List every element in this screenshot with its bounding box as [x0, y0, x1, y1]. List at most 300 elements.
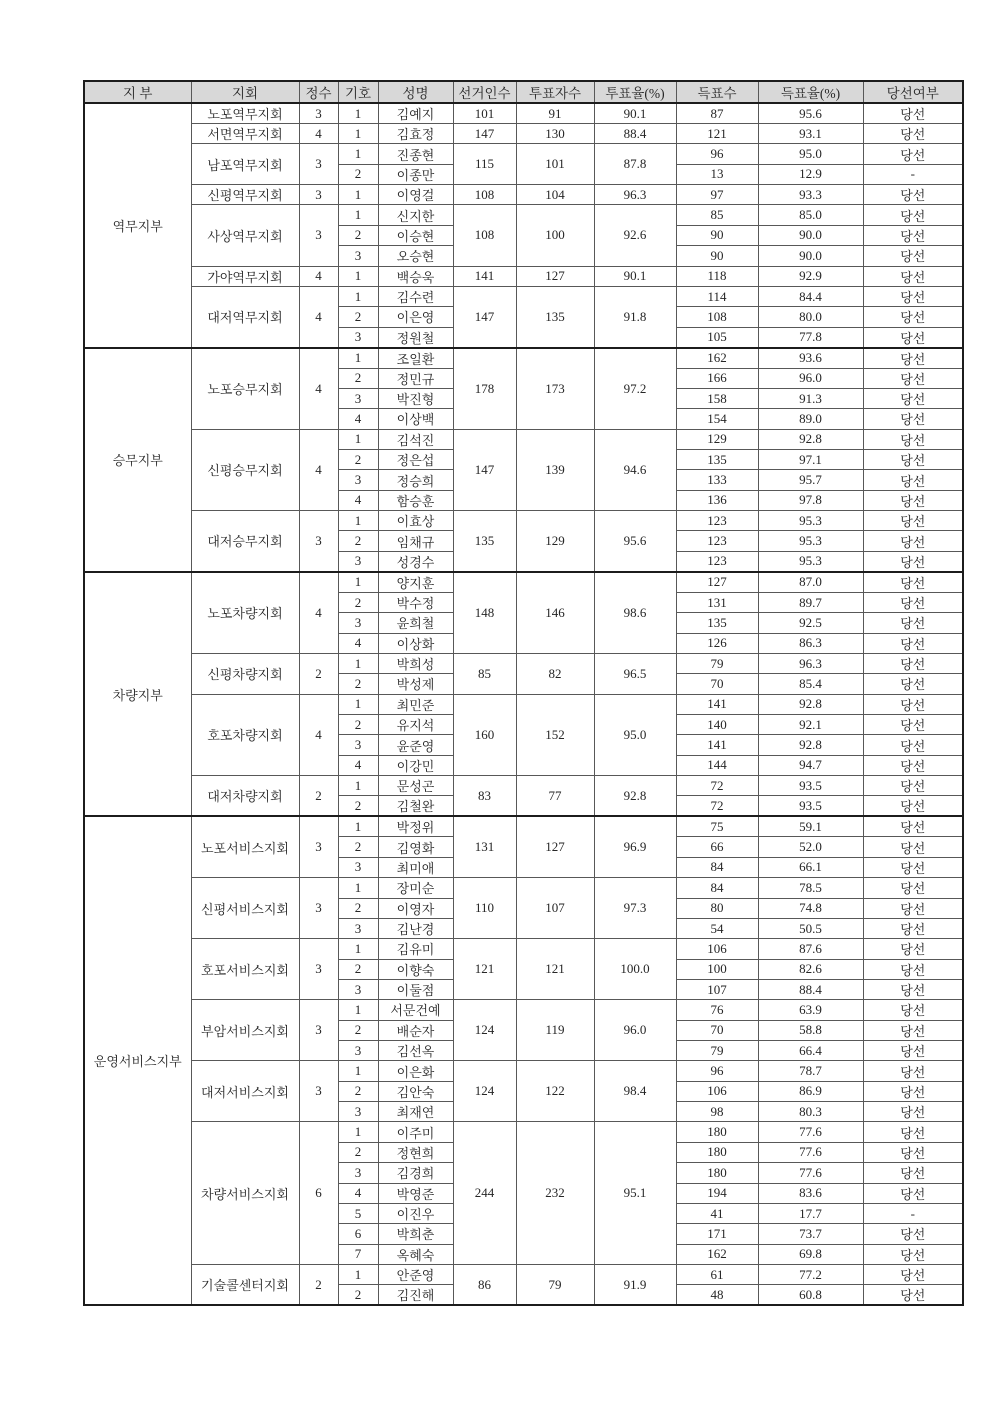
cell-voters: 129 [516, 511, 594, 572]
cell-electors: 124 [453, 1061, 516, 1122]
cell-elected: 당선 [863, 388, 963, 408]
cell-elected: 당선 [863, 1224, 963, 1244]
cell-elected: 당선 [863, 185, 963, 205]
cell-votes: 72 [676, 796, 758, 817]
cell-number: 4 [338, 755, 378, 775]
cell-chapter: 서면역무지회 [191, 124, 299, 144]
cell-turnout: 98.6 [594, 572, 676, 654]
table-row [84, 776, 963, 796]
cell-name: 박진형 [378, 388, 453, 408]
cell-quota: 2 [299, 1264, 338, 1305]
table-row [84, 939, 963, 959]
cell-number: 1 [338, 205, 378, 225]
cell-name: 배순자 [378, 1020, 453, 1040]
cell-voters: 127 [516, 266, 594, 286]
cell-vote-rate: 87.6 [758, 939, 863, 959]
cell-vote-rate: 86.3 [758, 633, 863, 653]
cell-vote-rate: 85.4 [758, 674, 863, 694]
cell-name: 박영준 [378, 1183, 453, 1203]
cell-vote-rate: 96.3 [758, 653, 863, 673]
cell-elected: 당선 [863, 1000, 963, 1020]
cell-number: 3 [338, 470, 378, 490]
cell-number: 3 [338, 918, 378, 938]
cell-votes: 41 [676, 1203, 758, 1223]
cell-number: 3 [338, 388, 378, 408]
cell-electors: 131 [453, 816, 516, 877]
cell-vote-rate: 92.1 [758, 714, 863, 734]
cell-turnout: 98.4 [594, 1061, 676, 1122]
cell-vote-rate: 88.4 [758, 979, 863, 999]
cell-name: 김경희 [378, 1163, 453, 1183]
cell-turnout: 88.4 [594, 124, 676, 144]
cell-turnout: 91.9 [594, 1264, 676, 1305]
cell-branch: 역무지부 [84, 103, 191, 348]
cell-quota: 3 [299, 511, 338, 572]
cell-elected: 당선 [863, 531, 963, 551]
cell-name: 안준영 [378, 1264, 453, 1284]
cell-quota: 6 [299, 1122, 338, 1265]
cell-vote-rate: 90.0 [758, 225, 863, 245]
cell-name: 유지석 [378, 714, 453, 734]
cell-vote-rate: 74.8 [758, 898, 863, 918]
cell-vote-rate: 95.3 [758, 551, 863, 572]
cell-number: 2 [338, 837, 378, 857]
cell-vote-rate: 82.6 [758, 959, 863, 979]
cell-elected: 당선 [863, 878, 963, 898]
cell-votes: 85 [676, 205, 758, 225]
cell-number: 1 [338, 939, 378, 959]
cell-voters: 77 [516, 776, 594, 817]
cell-name: 이강민 [378, 755, 453, 775]
cell-vote-rate: 93.5 [758, 796, 863, 817]
cell-chapter: 남포역무지회 [191, 144, 299, 185]
cell-votes: 98 [676, 1102, 758, 1122]
cell-vote-rate: 92.5 [758, 613, 863, 633]
cell-voters: 119 [516, 1000, 594, 1061]
column-header-quota: 정수 [299, 81, 338, 103]
cell-elected: 당선 [863, 613, 963, 633]
cell-name: 문성곤 [378, 776, 453, 796]
cell-chapter: 노포서비스지회 [191, 816, 299, 877]
cell-elected: 당선 [863, 348, 963, 369]
cell-number: 1 [338, 816, 378, 837]
cell-electors: 124 [453, 1000, 516, 1061]
cell-number: 2 [338, 368, 378, 388]
cell-votes: 123 [676, 551, 758, 572]
cell-electors: 160 [453, 694, 516, 775]
table-row [84, 816, 963, 837]
cell-vote-rate: 77.6 [758, 1163, 863, 1183]
cell-votes: 84 [676, 857, 758, 877]
cell-number: 3 [338, 327, 378, 348]
cell-vote-rate: 93.5 [758, 776, 863, 796]
cell-votes: 97 [676, 185, 758, 205]
cell-elected: 당선 [863, 837, 963, 857]
cell-elected: 당선 [863, 735, 963, 755]
column-header-electors: 선거인수 [453, 81, 516, 103]
cell-chapter: 신평서비스지회 [191, 878, 299, 939]
cell-votes: 180 [676, 1142, 758, 1162]
cell-votes: 114 [676, 286, 758, 306]
cell-number: 1 [338, 511, 378, 531]
cell-name: 김예지 [378, 103, 453, 124]
table-row [84, 286, 963, 306]
cell-elected: 당선 [863, 755, 963, 775]
cell-number: 1 [338, 266, 378, 286]
cell-chapter: 노포차량지회 [191, 572, 299, 654]
cell-name: 최재연 [378, 1102, 453, 1122]
cell-turnout: 100.0 [594, 939, 676, 1000]
cell-votes: 70 [676, 674, 758, 694]
cell-chapter: 호포차량지회 [191, 694, 299, 775]
cell-vote-rate: 89.0 [758, 409, 863, 429]
cell-elected: 당선 [863, 1041, 963, 1061]
cell-votes: 90 [676, 246, 758, 266]
cell-quota: 4 [299, 429, 338, 510]
cell-number: 2 [338, 714, 378, 734]
cell-name: 양지훈 [378, 572, 453, 593]
cell-branch: 승무지부 [84, 348, 191, 572]
cell-number: 4 [338, 409, 378, 429]
cell-voters: 101 [516, 144, 594, 185]
cell-voters: 104 [516, 185, 594, 205]
cell-number: 3 [338, 1163, 378, 1183]
table-row [84, 429, 963, 449]
cell-number: 2 [338, 225, 378, 245]
cell-number: 4 [338, 1183, 378, 1203]
cell-elected: 당선 [863, 124, 963, 144]
cell-vote-rate: 91.3 [758, 388, 863, 408]
cell-elected: 당선 [863, 409, 963, 429]
cell-vote-rate: 92.8 [758, 735, 863, 755]
cell-voters: 82 [516, 653, 594, 694]
table-row [84, 185, 963, 205]
cell-elected: 당선 [863, 266, 963, 286]
table-header [84, 81, 963, 103]
cell-vote-rate: 94.7 [758, 755, 863, 775]
cell-votes: 144 [676, 755, 758, 775]
cell-votes: 79 [676, 653, 758, 673]
cell-name: 이은영 [378, 307, 453, 327]
cell-voters: 152 [516, 694, 594, 775]
cell-name: 서문건예 [378, 1000, 453, 1020]
cell-number: 1 [338, 348, 378, 369]
cell-name: 김수련 [378, 286, 453, 306]
cell-name: 윤희철 [378, 613, 453, 633]
cell-number: 2 [338, 898, 378, 918]
cell-vote-rate: 77.6 [758, 1122, 863, 1142]
cell-votes: 107 [676, 979, 758, 999]
cell-vote-rate: 95.6 [758, 103, 863, 124]
cell-number: 3 [338, 551, 378, 572]
cell-votes: 70 [676, 1020, 758, 1040]
cell-votes: 141 [676, 735, 758, 755]
cell-name: 정승희 [378, 470, 453, 490]
cell-name: 이효상 [378, 511, 453, 531]
cell-quota: 3 [299, 1000, 338, 1061]
cell-vote-rate: 17.7 [758, 1203, 863, 1223]
cell-number: 1 [338, 1122, 378, 1142]
cell-number: 1 [338, 429, 378, 449]
cell-votes: 100 [676, 959, 758, 979]
cell-quota: 2 [299, 776, 338, 817]
cell-vote-rate: 92.8 [758, 694, 863, 714]
cell-number: 2 [338, 796, 378, 817]
cell-elected: 당선 [863, 490, 963, 510]
cell-name: 최민준 [378, 694, 453, 714]
cell-vote-rate: 92.8 [758, 429, 863, 449]
cell-name: 백승욱 [378, 266, 453, 286]
cell-name: 김안숙 [378, 1081, 453, 1101]
cell-votes: 108 [676, 307, 758, 327]
cell-turnout: 95.6 [594, 511, 676, 572]
cell-elected: 당선 [863, 205, 963, 225]
cell-number: 1 [338, 572, 378, 593]
cell-vote-rate: 83.6 [758, 1183, 863, 1203]
cell-branch: 차량지부 [84, 572, 191, 817]
cell-elected: - [863, 164, 963, 184]
cell-vote-rate: 58.8 [758, 1020, 863, 1040]
column-header-turnout: 투표율(%) [594, 81, 676, 103]
cell-number: 1 [338, 694, 378, 714]
cell-electors: 244 [453, 1122, 516, 1265]
cell-voters: 100 [516, 205, 594, 266]
cell-electors: 83 [453, 776, 516, 817]
table-row [84, 144, 963, 164]
cell-votes: 90 [676, 225, 758, 245]
cell-voters: 121 [516, 939, 594, 1000]
column-header-branch: 지 부 [84, 81, 191, 103]
cell-elected: - [863, 1203, 963, 1223]
cell-number: 1 [338, 1000, 378, 1020]
cell-elected: 당선 [863, 776, 963, 796]
cell-number: 1 [338, 653, 378, 673]
column-header-vote-rate: 득표율(%) [758, 81, 863, 103]
cell-electors: 147 [453, 429, 516, 510]
cell-number: 2 [338, 164, 378, 184]
cell-elected: 당선 [863, 796, 963, 817]
cell-vote-rate: 77.2 [758, 1264, 863, 1284]
cell-electors: 86 [453, 1264, 516, 1305]
cell-turnout: 95.0 [594, 694, 676, 775]
cell-number: 3 [338, 979, 378, 999]
table-row [84, 103, 963, 124]
cell-number: 3 [338, 857, 378, 877]
cell-elected: 당선 [863, 144, 963, 164]
cell-voters: 91 [516, 103, 594, 124]
cell-voters: 130 [516, 124, 594, 144]
cell-name: 이진우 [378, 1203, 453, 1223]
cell-elected: 당선 [863, 592, 963, 612]
cell-electors: 101 [453, 103, 516, 124]
cell-quota: 4 [299, 266, 338, 286]
cell-votes: 133 [676, 470, 758, 490]
cell-vote-rate: 80.0 [758, 307, 863, 327]
cell-turnout: 97.2 [594, 348, 676, 430]
cell-quota: 3 [299, 205, 338, 266]
cell-votes: 13 [676, 164, 758, 184]
cell-turnout: 97.3 [594, 878, 676, 939]
table-row [84, 878, 963, 898]
cell-elected: 당선 [863, 103, 963, 124]
cell-name: 임채규 [378, 531, 453, 551]
cell-number: 1 [338, 1061, 378, 1081]
cell-name: 진종현 [378, 144, 453, 164]
cell-elected: 당선 [863, 653, 963, 673]
cell-voters: 173 [516, 348, 594, 430]
cell-quota: 4 [299, 286, 338, 347]
cell-name: 정민규 [378, 368, 453, 388]
cell-votes: 54 [676, 918, 758, 938]
cell-number: 1 [338, 103, 378, 124]
cell-elected: 당선 [863, 1142, 963, 1162]
cell-name: 조일환 [378, 348, 453, 369]
cell-elected: 당선 [863, 1081, 963, 1101]
cell-vote-rate: 96.0 [758, 368, 863, 388]
cell-chapter: 대저역무지회 [191, 286, 299, 347]
cell-number: 1 [338, 144, 378, 164]
cell-name: 이주미 [378, 1122, 453, 1142]
cell-number: 1 [338, 124, 378, 144]
cell-number: 2 [338, 450, 378, 470]
cell-elected: 당선 [863, 918, 963, 938]
cell-turnout: 92.6 [594, 205, 676, 266]
cell-name: 이은화 [378, 1061, 453, 1081]
cell-name: 이영걸 [378, 185, 453, 205]
cell-turnout: 95.1 [594, 1122, 676, 1265]
cell-number: 3 [338, 1102, 378, 1122]
cell-voters: 139 [516, 429, 594, 510]
cell-votes: 180 [676, 1163, 758, 1183]
cell-elected: 당선 [863, 1061, 963, 1081]
cell-votes: 80 [676, 898, 758, 918]
cell-turnout: 96.0 [594, 1000, 676, 1061]
cell-votes: 79 [676, 1041, 758, 1061]
cell-turnout: 87.8 [594, 144, 676, 185]
cell-vote-rate: 73.7 [758, 1224, 863, 1244]
cell-vote-rate: 63.9 [758, 1000, 863, 1020]
cell-votes: 87 [676, 103, 758, 124]
cell-vote-rate: 85.0 [758, 205, 863, 225]
cell-votes: 166 [676, 368, 758, 388]
cell-votes: 194 [676, 1183, 758, 1203]
cell-elected: 당선 [863, 450, 963, 470]
cell-name: 정원철 [378, 327, 453, 348]
cell-name: 이향숙 [378, 959, 453, 979]
cell-votes: 72 [676, 776, 758, 796]
table-row [84, 694, 963, 714]
cell-name: 김영화 [378, 837, 453, 857]
cell-number: 4 [338, 633, 378, 653]
cell-elected: 당선 [863, 470, 963, 490]
cell-number: 1 [338, 286, 378, 306]
cell-electors: 115 [453, 144, 516, 185]
cell-votes: 129 [676, 429, 758, 449]
cell-elected: 당선 [863, 286, 963, 306]
cell-votes: 84 [676, 878, 758, 898]
cell-number: 2 [338, 307, 378, 327]
table-row [84, 266, 963, 286]
cell-name: 성경수 [378, 551, 453, 572]
table-row [84, 511, 963, 531]
cell-elected: 당선 [863, 959, 963, 979]
cell-elected: 당선 [863, 857, 963, 877]
cell-name: 김효정 [378, 124, 453, 144]
cell-votes: 158 [676, 388, 758, 408]
cell-voters: 232 [516, 1122, 594, 1265]
cell-votes: 118 [676, 266, 758, 286]
cell-chapter: 호포서비스지회 [191, 939, 299, 1000]
cell-vote-rate: 90.0 [758, 246, 863, 266]
cell-name: 함승훈 [378, 490, 453, 510]
cell-votes: 154 [676, 409, 758, 429]
cell-name: 장미순 [378, 878, 453, 898]
cell-elected: 당선 [863, 551, 963, 572]
cell-votes: 123 [676, 531, 758, 551]
cell-votes: 48 [676, 1285, 758, 1306]
cell-votes: 106 [676, 939, 758, 959]
cell-votes: 135 [676, 450, 758, 470]
cell-name: 이상화 [378, 633, 453, 653]
cell-name: 박희춘 [378, 1224, 453, 1244]
cell-quota: 3 [299, 939, 338, 1000]
cell-name: 김진해 [378, 1285, 453, 1306]
cell-quota: 3 [299, 816, 338, 877]
cell-number: 2 [338, 1020, 378, 1040]
cell-quota: 3 [299, 1061, 338, 1122]
cell-name: 신지한 [378, 205, 453, 225]
cell-quota: 4 [299, 124, 338, 144]
cell-chapter: 노포역무지회 [191, 103, 299, 124]
cell-votes: 131 [676, 592, 758, 612]
cell-vote-rate: 78.5 [758, 878, 863, 898]
election-results-table [83, 80, 964, 1306]
cell-votes: 162 [676, 1244, 758, 1264]
cell-name: 김철완 [378, 796, 453, 817]
cell-electors: 108 [453, 185, 516, 205]
cell-electors: 85 [453, 653, 516, 694]
column-header-chapter: 지회 [191, 81, 299, 103]
cell-elected: 당선 [863, 246, 963, 266]
cell-number: 2 [338, 531, 378, 551]
cell-name: 박성제 [378, 674, 453, 694]
cell-vote-rate: 80.3 [758, 1102, 863, 1122]
cell-quota: 3 [299, 103, 338, 124]
cell-elected: 당선 [863, 633, 963, 653]
cell-elected: 당선 [863, 1244, 963, 1264]
cell-chapter: 신평차량지회 [191, 653, 299, 694]
cell-vote-rate: 92.9 [758, 266, 863, 286]
cell-turnout: 96.5 [594, 653, 676, 694]
cell-votes: 180 [676, 1122, 758, 1142]
cell-chapter: 가야역무지회 [191, 266, 299, 286]
column-header-elected: 당선여부 [863, 81, 963, 103]
cell-quota: 4 [299, 348, 338, 430]
cell-electors: 148 [453, 572, 516, 654]
cell-quota: 2 [299, 653, 338, 694]
cell-electors: 141 [453, 266, 516, 286]
cell-votes: 61 [676, 1264, 758, 1284]
cell-votes: 135 [676, 613, 758, 633]
cell-elected: 당선 [863, 1020, 963, 1040]
cell-number: 6 [338, 1224, 378, 1244]
cell-elected: 당선 [863, 816, 963, 837]
cell-number: 2 [338, 1285, 378, 1306]
cell-name: 이종만 [378, 164, 453, 184]
cell-elected: 당선 [863, 979, 963, 999]
cell-number: 1 [338, 878, 378, 898]
cell-turnout: 94.6 [594, 429, 676, 510]
